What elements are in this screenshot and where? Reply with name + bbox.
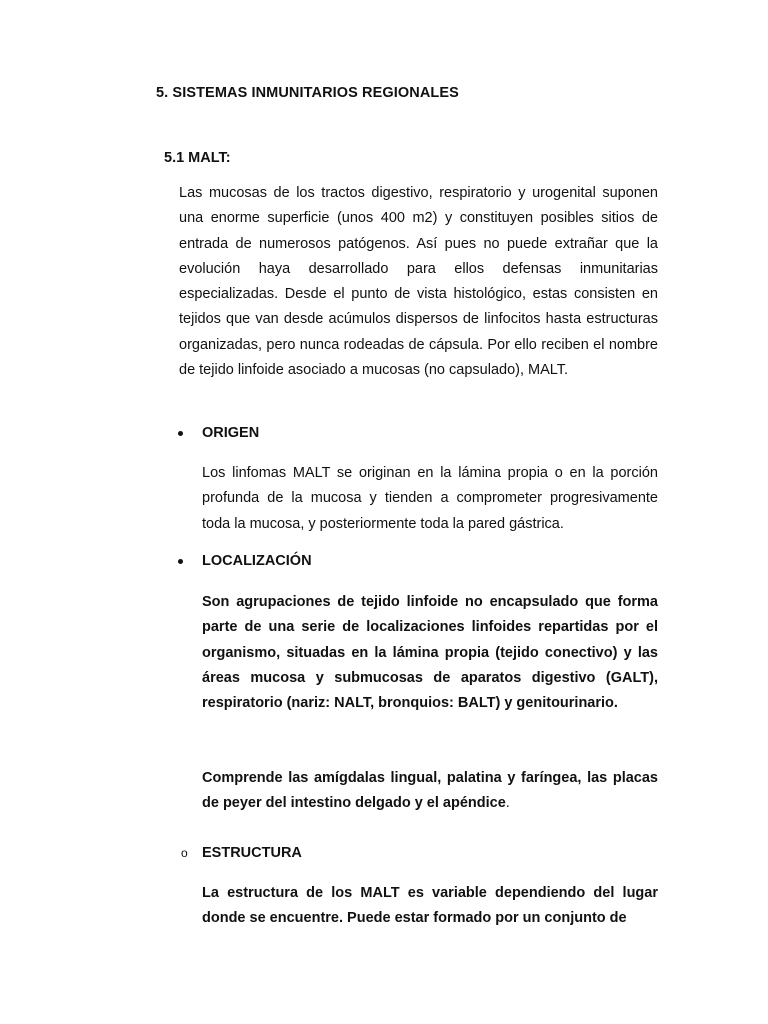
bullet-origen	[176, 425, 259, 441]
localizacion-label: LOCALIZACIÓN	[202, 553, 312, 569]
bullet-dot-icon	[178, 431, 183, 436]
localizacion-paragraph-2-period: .	[505, 795, 510, 812]
origen-label: ORIGEN	[202, 425, 260, 441]
bullet-dot-icon	[178, 559, 183, 564]
estructura-label: ESTRUCTURA	[202, 845, 302, 861]
localizacion-paragraph-2	[202, 766, 658, 817]
bullet-estructura	[176, 845, 302, 861]
origen-paragraph: Los linfomas MALT se originan en la lámina propia o en la porción profunda de la mucosa y tienden a comprometer progresivamente toda la mucosa, y posteriormente toda la pared gástrica.	[202, 465, 658, 532]
bullet-circle-icon: o	[181, 846, 188, 860]
intro-paragraph: Las mucosas de los tractos digestivo, respiratorio y urogenital suponen una enorme superficie (unos 400 m2) y constituyen posibles sitios de entrada de numerosos patógenos. Así pues no puede extrañar que la evolución haya desarrollado para ellos defensas inmunitarias especializadas. Desde el punto de vista histológico, estas consisten en tejidos que van desde acúmulos dispersos de linfocitos hasta estructuras organizadas, pero nunca rodeadas de cápsula. Por ello reciben el nombre de tejido linfoide asociado a mucosas (no capsulado), MALT.	[179, 185, 658, 379]
localizacion-paragraph-2-text: Comprende las amígdalas lingual, palatina y faríngea, las placas de peyer del intestino delgado y el apéndice	[202, 770, 658, 812]
localizacion-paragraph-1: Son agrupaciones de tejido linfoide no encapsulado que forma parte de una serie de localizaciones linfoides repartidas por el organismo, situadas en la lámina propia (tejido conectivo) y las áreas mucosa y submucosas de aparatos digestivo (GALT), respiratorio (nariz: NALT, bronquios: BALT) y genitourinario.	[202, 594, 658, 712]
subsection-heading: 5.1 MALT:	[164, 150, 231, 166]
estructura-paragraph: La estructura de los MALT es variable dependiendo del lugar donde se encuentre. Puede estar formado por un conjunto de	[202, 885, 658, 927]
bullet-localizacion	[176, 553, 312, 569]
section-heading: 5. SISTEMAS INMUNITARIOS REGIONALES	[156, 85, 459, 101]
